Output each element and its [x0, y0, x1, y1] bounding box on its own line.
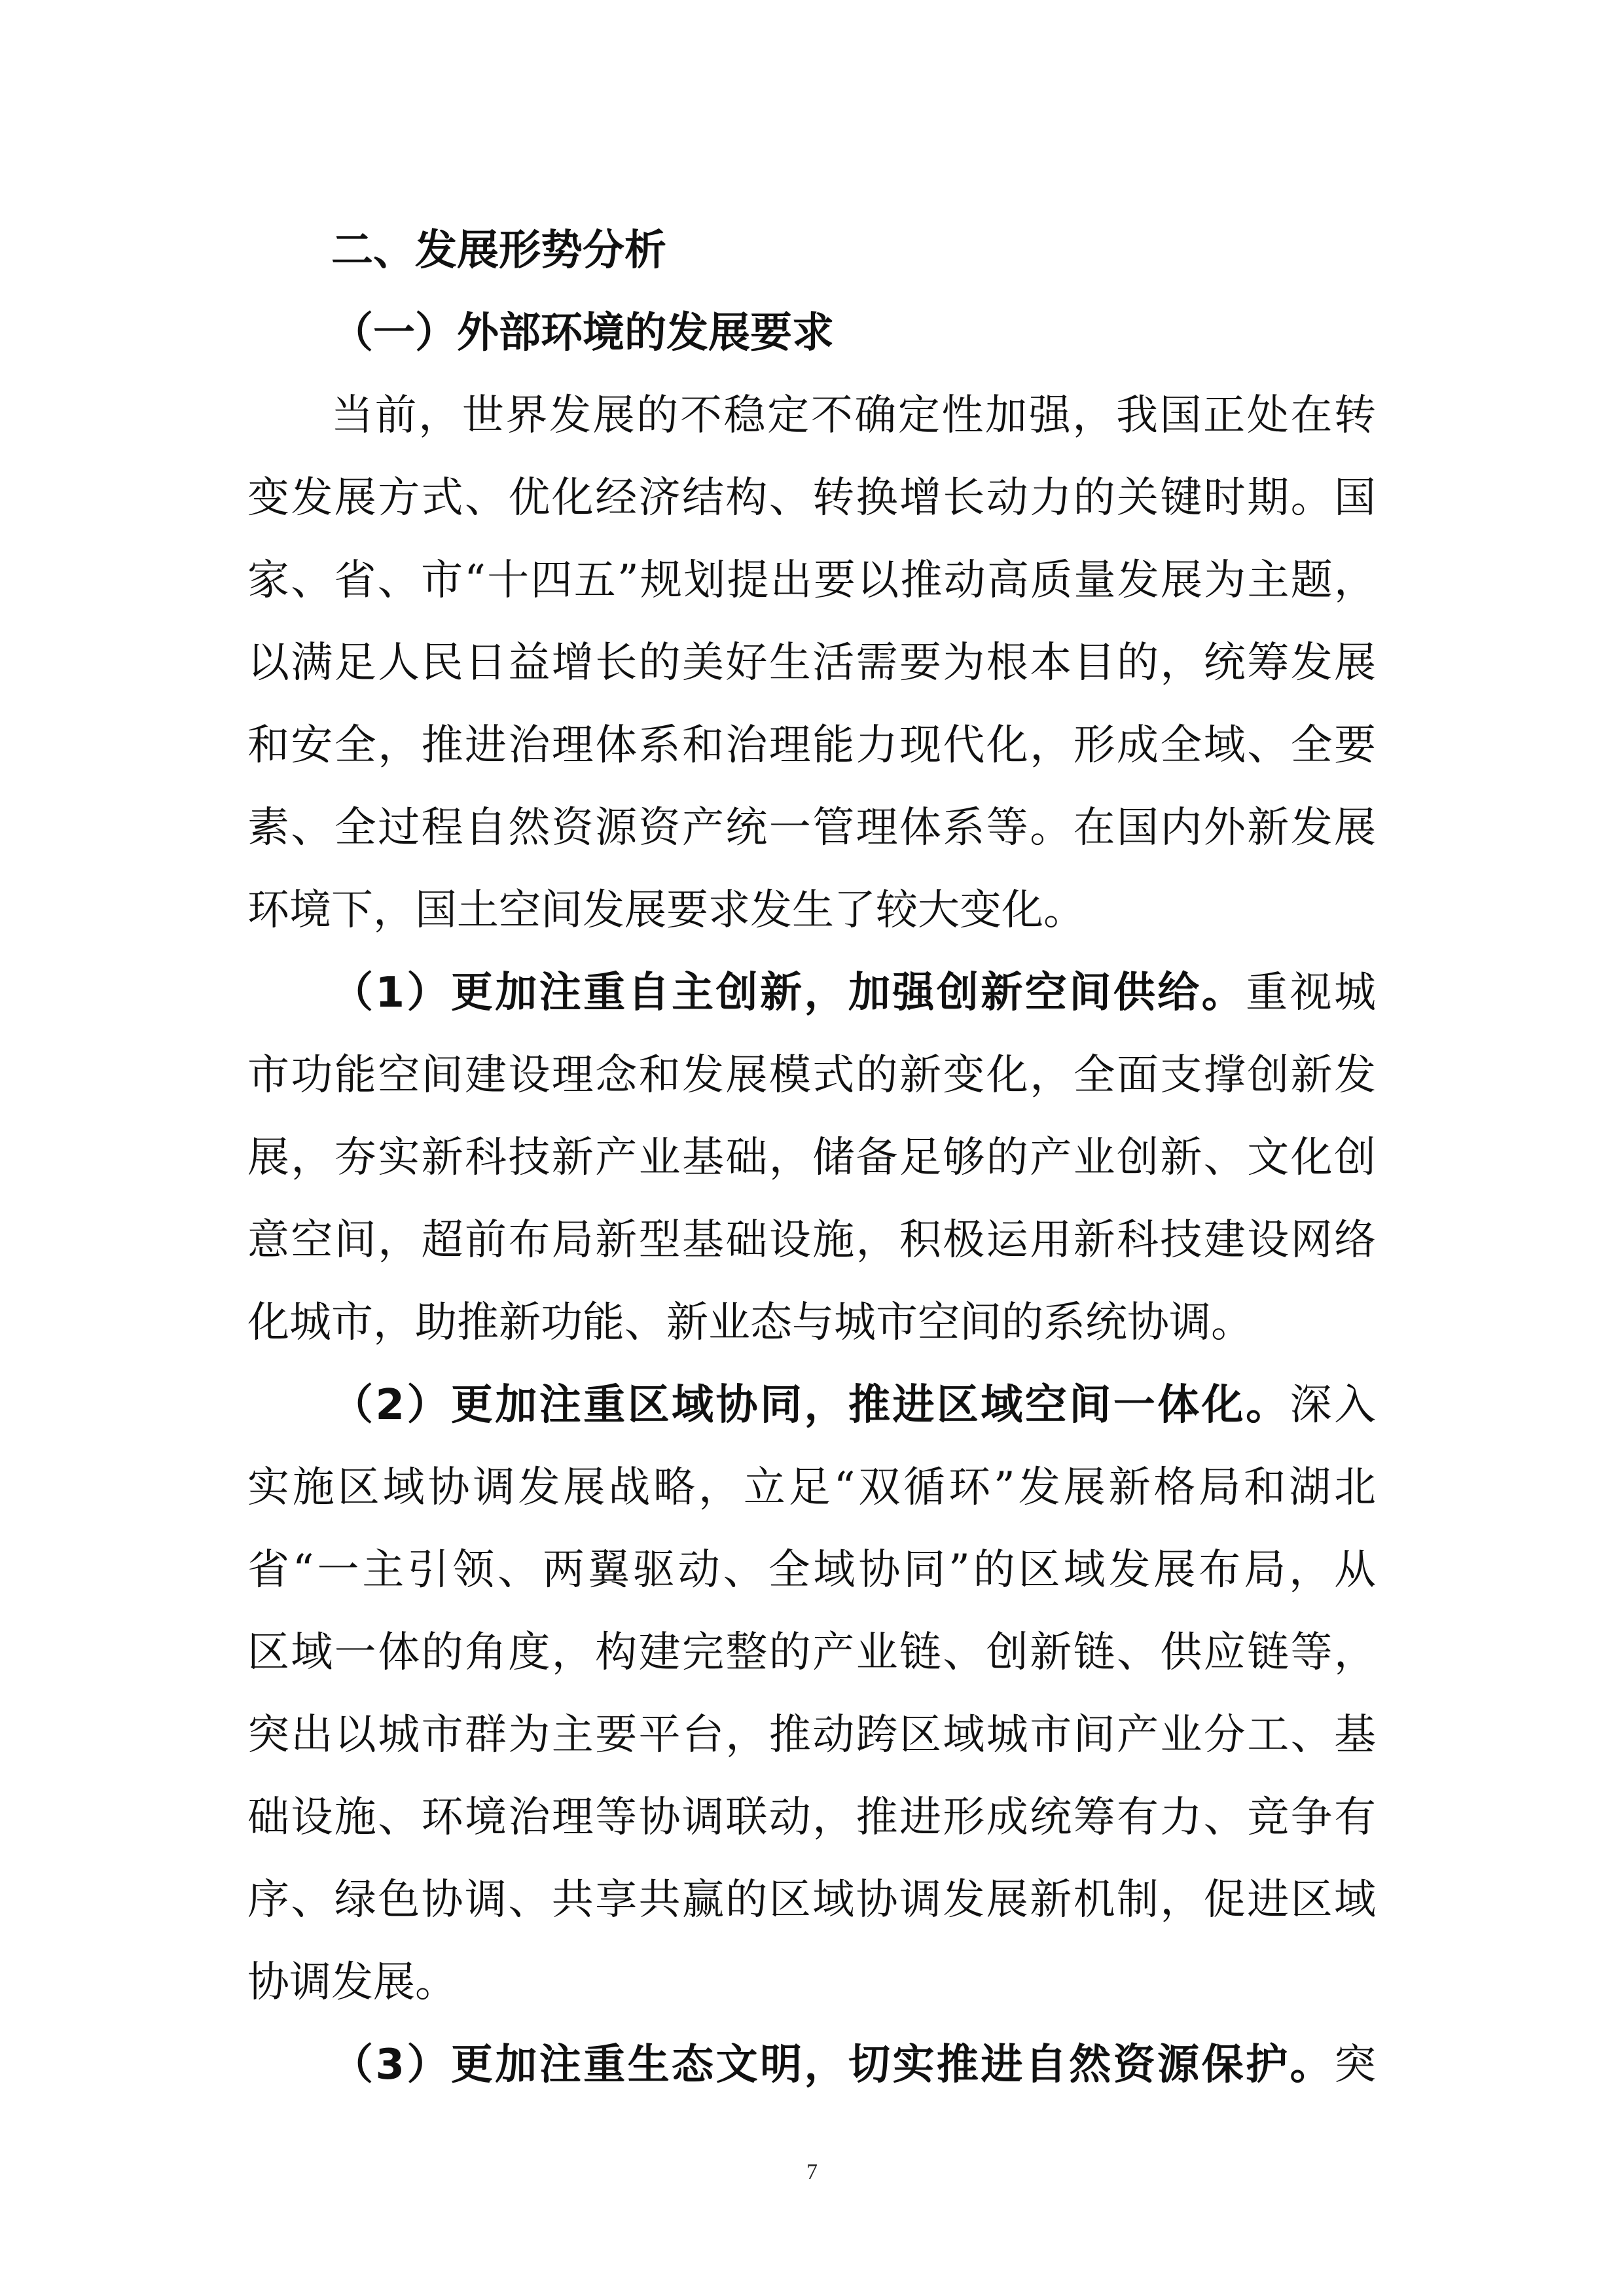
paragraph-line: 当前，世界发展的不稳定不确定性加强，我国正处在转	[331, 391, 1376, 440]
paragraph-line: 以满足人民日益增长的美好生活需要为根本目的，统筹发展	[247, 639, 1376, 687]
item-text: 突	[1334, 2041, 1376, 2089]
paragraph-line: 环境下，国土空间发展要求发生了较大变化。	[247, 886, 1085, 935]
paragraph-line: 协调发展。	[247, 1958, 457, 2007]
paragraph-line: 序、绿色协调、共享共赢的区域协调发展新机制，促进区域	[247, 1876, 1376, 1924]
paragraph-1	[247, 374, 1376, 952]
section-heading: 二、发展形势分析	[331, 226, 666, 275]
item-2	[247, 1364, 1376, 2024]
item-title: （3）更加注重生态文明，切实推进自然资源保护。	[331, 2041, 1334, 2089]
page-content	[247, 209, 1376, 2106]
paragraph-line: 区域一体的角度，构建完整的产业链、创新链、供应链等，	[247, 1628, 1376, 1677]
item-first-line	[247, 2024, 1376, 2106]
item-text: 深入	[1290, 1381, 1377, 1429]
paragraph-line: 市功能空间建设理念和发展模式的新变化，全面支撑创新发	[247, 1051, 1376, 1100]
paragraph-line: 省“一主引领、两翼驱动、全域协同”的区域发展布局，从	[247, 1546, 1376, 1594]
item-text: 重视城	[1246, 969, 1377, 1017]
paragraph-line: 变发展方式、优化经济结构、转换增长动力的关键时期。国	[247, 474, 1376, 522]
paragraph-line: 展，夯实新科技新产业基础，储备足够的产业创新、文化创	[247, 1134, 1376, 1182]
subsection-heading: （一）外部环境的发展要求	[331, 309, 834, 357]
paragraph-line: 础设施、环境治理等协调联动，推进形成统筹有力、竞争有	[247, 1793, 1376, 1842]
page-number: 7	[806, 2160, 818, 2184]
item-first-line	[247, 1364, 1376, 1446]
item-first-line	[247, 952, 1376, 1034]
item-1	[247, 952, 1376, 1364]
paragraph-line: 家、省、市“十四五”规划提出要以推动高质量发展为主题，	[247, 556, 1376, 605]
paragraph-line: 素、全过程自然资源资产统一管理体系等。在国内外新发展	[247, 804, 1376, 852]
paragraph-line: 实施区域协调发展战略，立足“双循环”发展新格局和湖北	[247, 1463, 1376, 1512]
item-title: （2）更加注重区域协同，推进区域空间一体化。	[331, 1381, 1290, 1429]
paragraph-line: 和安全，推进治理体系和治理能力现代化，形成全域、全要	[247, 721, 1376, 770]
item-title: （1）更加注重自主创新，加强创新空间供给。	[331, 969, 1246, 1017]
paragraph-line: 突出以城市群为主要平台，推动跨区域城市间产业分工、基	[247, 1711, 1376, 1759]
item-3	[247, 2024, 1376, 2106]
paragraph-line: 化城市，助推新功能、新业态与城市空间的系统协调。	[247, 1299, 1253, 1347]
paragraph-line: 意空间，超前布局新型基础设施，积极运用新科技建设网络	[247, 1216, 1376, 1265]
